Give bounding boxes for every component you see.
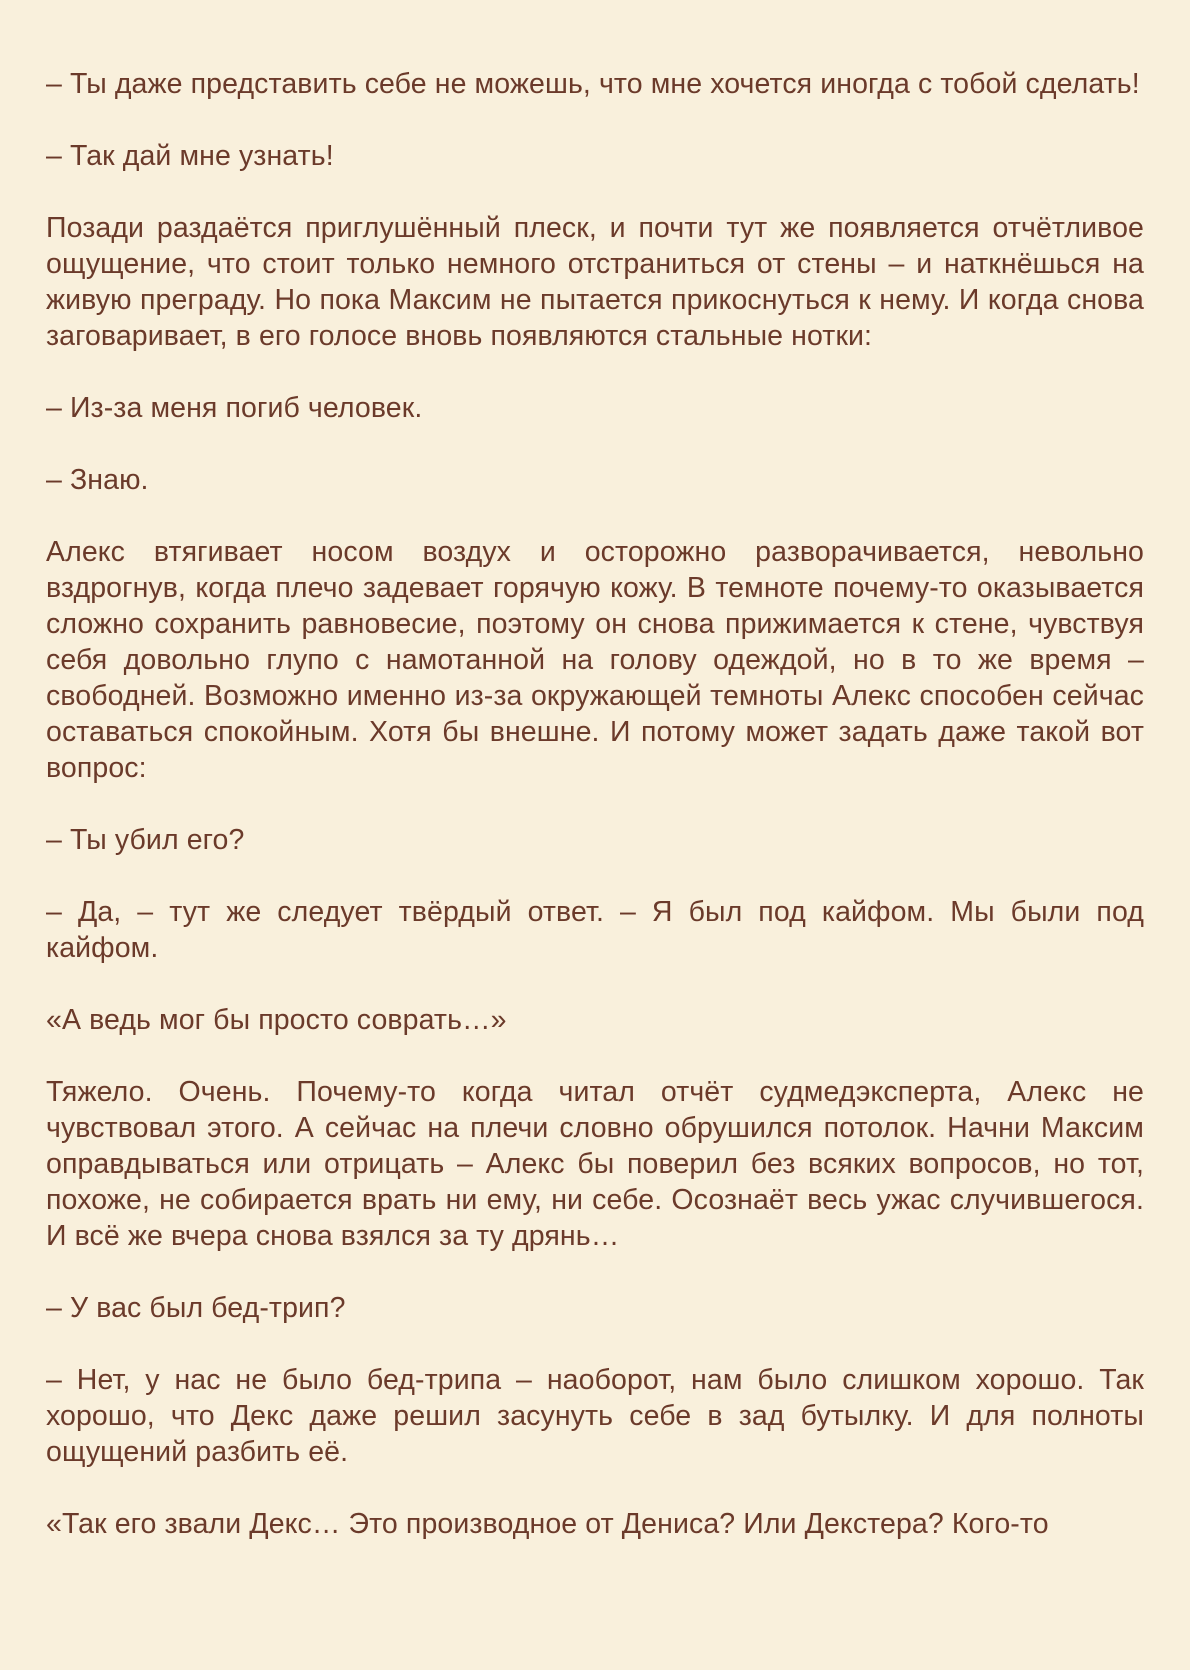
paragraph-8: – Да, – тут же следует твёрдый ответ. – Я был под кайфом. Мы были под кайфом. <box>46 896 1144 964</box>
paragraph-7: – Ты убил его? <box>46 824 245 856</box>
paragraph-12: – Нет, у нас не было бед-трипа – наоборот, нам было слишком хорошо. Так хорошо, что Декс даже решил засунуть себе в зад бутылку. И для полноты ощущений разбить её. <box>46 1364 1144 1468</box>
paragraph-9: «А ведь мог бы просто соврать…» <box>46 1004 507 1036</box>
paragraph-3: Позади раздаётся приглушённый плеск, и почти тут же появляется отчётливое ощущение, что стоит только немного отстраниться от стены – и наткнёшься на живую преграду. Но пока Максим не пытается прикоснуться к нему. И когда снова заговаривает, в его голосе вновь появляются стальные нотки: <box>46 212 1144 352</box>
paragraph-10: Тяжело. Очень. Почему-то когда читал отчёт судмедэксперта, Алекс не чувствовал этого. А сейчас на плечи словно обрушился потолок. Начни Максим оправдываться или отрицать – Алекс бы поверил без всяких вопросов, но тот, похоже, не собирается врать ни ему, ни себе. Осознаёт весь ужас случившегося. И всё же вчера снова взялся за ту дрянь… <box>46 1076 1144 1252</box>
paragraph-13: «Так его звали Декс… Это производное от Дениса? Или Декстера? Кого-то <box>46 1508 1049 1540</box>
paragraph-4: – Из-за меня погиб человек. <box>46 392 423 424</box>
paragraph-5: – Знаю. <box>46 464 149 496</box>
paragraph-11: – У вас был бед-трип? <box>46 1292 346 1324</box>
paragraph-6: Алекс втягивает носом воздух и осторожно разворачивается, невольно вздрогнув, когда плечо задевает горячую кожу. В темноте почему-то оказывается сложно сохранить равновесие, поэтому он снова прижимается к стене, чувствуя себя довольно глупо с намотанной на голову одеждой, но в то же время – свободней. Возможно именно из-за окружающей темноты Алекс способен сейчас оставаться спокойным. Хотя бы внешне. И потому может задать даже такой вот вопрос: <box>46 536 1144 784</box>
paragraph-1: – Ты даже представить себе не можешь, что мне хочется иногда с тобой сделать! <box>46 68 1140 100</box>
paragraph-2: – Так дай мне узнать! <box>46 140 334 172</box>
